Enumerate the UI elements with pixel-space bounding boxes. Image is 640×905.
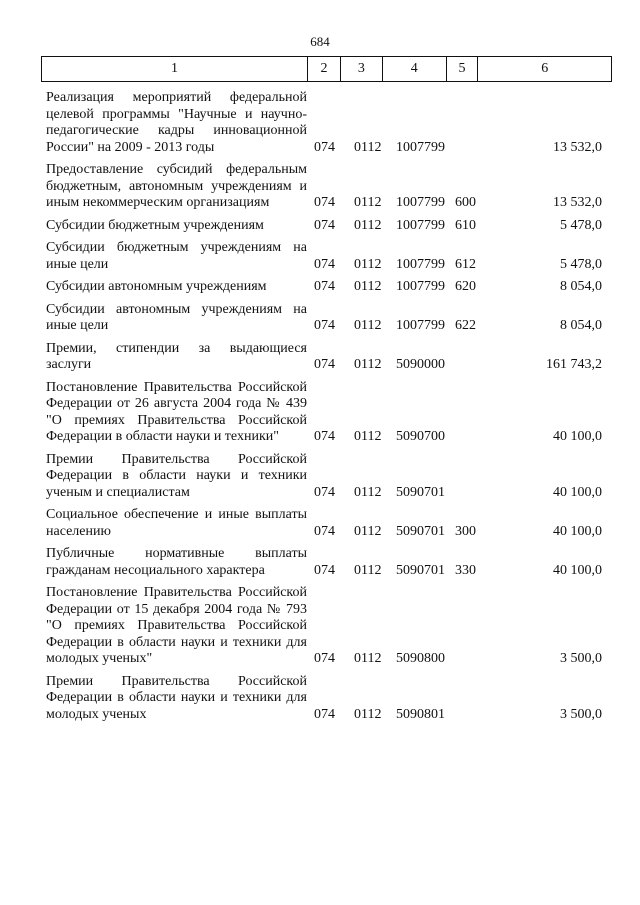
row-name: Премии, стипендии за выдающиеся заслуги xyxy=(46,340,307,372)
row-col-3: 0112 xyxy=(354,279,382,294)
table-row xyxy=(46,585,602,668)
row-col-5: 612 xyxy=(455,256,476,272)
table-row xyxy=(46,452,602,502)
row-col-2: 074 xyxy=(314,484,335,500)
row-name: Премии Правительства Российской Федерации в области науки и техники для молодых ученых xyxy=(46,673,307,722)
row-amount: 8 054,0 xyxy=(560,318,602,333)
row-col-2: 074 xyxy=(314,429,335,444)
row-col-2: 074 xyxy=(314,357,335,372)
row-name: Социальное обеспечение и иные выплаты населению xyxy=(46,507,307,539)
row-amount: 161 743,2 xyxy=(546,357,602,372)
row-name: Постановление Правительства Российской Федерации от 26 августа 2004 года № 439 "О премиях Правительства Российской Федерации в области науки и техники" xyxy=(46,379,307,444)
row-col-4: 5090800 xyxy=(396,651,445,666)
row-name: Премии Правительства Российской Федерации в области науки и техники ученым и специалистам xyxy=(46,451,307,500)
row-name: Субсидии автономным учреждениям xyxy=(46,279,267,294)
row-name: Субсидии бюджетным учреждениям на иные цели xyxy=(46,240,307,272)
row-col-4: 1007799 xyxy=(396,195,445,210)
row-col-3: 0112 xyxy=(354,139,382,155)
row-amount: 13 532,0 xyxy=(553,139,602,155)
row-col-4: 1007799 xyxy=(396,318,445,333)
row-col-3: 0112 xyxy=(354,651,382,666)
table-row xyxy=(46,546,602,579)
row-amount: 40 100,0 xyxy=(553,562,602,578)
header-col-6: 6 xyxy=(541,61,549,76)
header-col-1: 1 xyxy=(42,57,308,81)
row-col-5: 622 xyxy=(455,318,476,333)
row-col-3: 0112 xyxy=(354,318,382,333)
row-col-5: 600 xyxy=(455,195,476,210)
row-col-2: 074 xyxy=(314,256,335,272)
table-row xyxy=(46,218,602,235)
row-name: Субсидии автономным учреждениям на иные цели xyxy=(46,301,307,333)
row-col-4: 1007799 xyxy=(396,256,445,272)
table-row xyxy=(46,162,602,212)
row-col-2: 074 xyxy=(314,279,335,294)
row-name: Предоставление субсидий федеральным бюджетным, автономным учреждениям и иным некоммерческим организациям xyxy=(46,162,307,210)
table-row xyxy=(46,380,602,446)
row-name: Публичные нормативные выплаты гражданам несоциального характера xyxy=(46,546,307,578)
table-body xyxy=(46,90,602,729)
row-amount: 8 054,0 xyxy=(560,279,602,294)
page-number: 684 xyxy=(310,34,330,49)
row-col-2: 074 xyxy=(314,195,335,210)
row-col-2: 074 xyxy=(314,523,335,539)
row-amount: 40 100,0 xyxy=(553,523,602,539)
row-col-4: 5090701 xyxy=(396,484,445,500)
table-row xyxy=(46,341,602,374)
row-col-3: 0112 xyxy=(354,484,382,500)
row-amount: 40 100,0 xyxy=(553,484,602,500)
row-col-4: 5090701 xyxy=(396,523,445,539)
table-row xyxy=(46,240,602,273)
row-amount: 13 532,0 xyxy=(553,195,602,210)
row-name: Субсидии бюджетным учреждениям xyxy=(46,217,264,233)
table-row xyxy=(46,674,602,724)
header-col-4: 4 xyxy=(383,57,447,81)
header-col-5: 5 xyxy=(447,57,479,81)
table-row xyxy=(46,507,602,540)
row-amount: 3 500,0 xyxy=(560,706,602,722)
row-col-2: 074 xyxy=(314,706,335,722)
row-col-3: 0112 xyxy=(354,706,382,722)
table-header xyxy=(41,56,612,82)
row-col-2: 074 xyxy=(314,217,335,233)
row-col-3: 0112 xyxy=(354,195,382,210)
table-row xyxy=(46,302,602,335)
header-col-3: 3 xyxy=(341,57,383,81)
row-col-3: 0112 xyxy=(354,562,382,578)
row-col-4: 5090000 xyxy=(396,357,445,372)
header-col-2: 2 xyxy=(308,57,341,81)
row-amount: 5 478,0 xyxy=(560,217,602,233)
row-amount: 40 100,0 xyxy=(553,429,602,444)
row-name: Постановление Правительства Российской Федерации от 15 декабря 2004 года № 793 "О премиях Правительства Российской Федерации в области науки и техники для молодых ученых" xyxy=(46,585,307,666)
table-row xyxy=(46,279,602,296)
row-col-4: 5090700 xyxy=(396,429,445,444)
row-col-5: 610 xyxy=(455,217,476,233)
row-col-5: 300 xyxy=(455,523,476,539)
row-amount: 3 500,0 xyxy=(560,651,602,666)
row-col-4: 1007799 xyxy=(396,279,445,294)
row-col-4: 5090701 xyxy=(396,562,445,578)
row-col-2: 074 xyxy=(314,651,335,666)
row-col-4: 5090801 xyxy=(396,706,445,722)
row-name: Реализация мероприятий федеральной целевой программы "Научные и научно-педагогические кадры инновационной России" на 2009 - 2013 годы xyxy=(46,90,307,155)
row-amount: 5 478,0 xyxy=(560,256,602,272)
row-col-2: 074 xyxy=(314,139,335,155)
row-col-3: 0112 xyxy=(354,429,382,444)
row-col-2: 074 xyxy=(314,318,335,333)
row-col-5: 620 xyxy=(455,279,476,294)
row-col-5: 330 xyxy=(455,562,476,578)
table-row xyxy=(46,90,602,156)
row-col-4: 1007799 xyxy=(396,139,445,155)
row-col-3: 0112 xyxy=(354,256,382,272)
row-col-3: 0112 xyxy=(354,523,382,539)
row-col-2: 074 xyxy=(314,562,335,578)
row-col-3: 0112 xyxy=(354,217,382,233)
row-col-3: 0112 xyxy=(354,357,382,372)
row-col-4: 1007799 xyxy=(396,217,445,233)
